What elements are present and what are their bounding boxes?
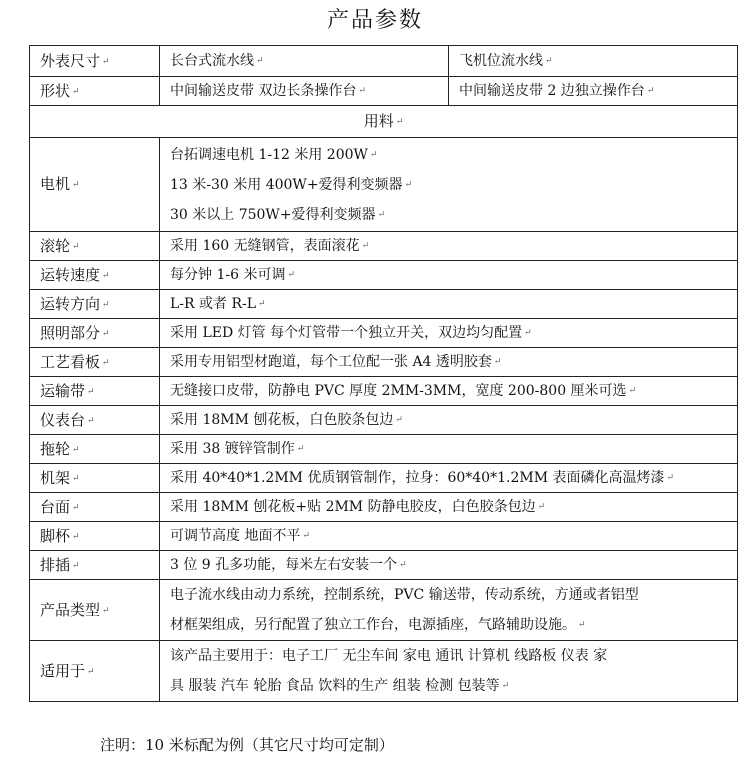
table-row	[30, 551, 738, 580]
shape-col-b: 中间输送皮带 2 边独立操作台 ↵	[449, 77, 738, 106]
row-value-line: 该产品主要用于：电子工厂 无尘车间 家电 通讯 计算机 线路板 仪表 家	[170, 648, 608, 664]
row-value	[160, 522, 738, 551]
table-row	[30, 290, 738, 319]
row-label: 仪表台 ↵	[30, 406, 160, 435]
row-value-line: 采用 18MM 刨花板，白色胶条包边 ↵	[170, 412, 403, 428]
spec-table	[29, 45, 738, 702]
table-row	[30, 493, 738, 522]
shape-col-a: 中间输送皮带 双边长条操作台 ↵	[160, 77, 449, 106]
row-value	[160, 138, 738, 232]
table-row	[30, 377, 738, 406]
row-label: 产品类型 ↵	[30, 580, 160, 641]
row-value-line: 采用专用铝型材跑道，每个工位配一张 A4 透明胶套 ↵	[170, 354, 502, 370]
row-label: 工艺看板 ↵	[30, 348, 160, 377]
table-row	[30, 435, 738, 464]
row-value	[160, 290, 738, 319]
row-value-line: 电子流水线由动力系统，控制系统，PVC 输送带，传动系统，方通或者铝型	[170, 587, 639, 603]
row-value-line: 采用 40*40*1.2MM 优质钢管制作，拉身：60*40*1.2MM 表面磷化高温烤漆 ↵	[170, 470, 675, 486]
table-row	[30, 106, 738, 138]
row-value	[160, 319, 738, 348]
row-value	[160, 348, 738, 377]
row-value	[160, 232, 738, 261]
table-row	[30, 77, 738, 106]
header-col-a: 长台式流水线 ↵	[160, 46, 449, 77]
row-label: 滚轮 ↵	[30, 232, 160, 261]
row-value	[160, 464, 738, 493]
row-value	[160, 493, 738, 522]
row-label: 台面 ↵	[30, 493, 160, 522]
table-row	[30, 319, 738, 348]
table-row	[30, 406, 738, 435]
row-label: 机架 ↵	[30, 464, 160, 493]
page-title: 产品参数	[326, 8, 423, 33]
row-value-line: 具 服装 汽车 轮胎 食品 饮料的生产 组装 检测 包装等 ↵	[170, 678, 510, 694]
row-label: 运输带 ↵	[30, 377, 160, 406]
shape-label: 形状 ↵	[30, 77, 160, 106]
row-label: 适用于 ↵	[30, 641, 160, 702]
row-label: 照明部分 ↵	[30, 319, 160, 348]
row-value-line: 每分钟 1-6 米可调 ↵	[170, 267, 295, 283]
row-value-line: 材框架组成，另行配置了独立工作台，电源插座，气路辅助设施。 ↵	[170, 617, 586, 633]
row-label: 电机 ↵	[30, 138, 160, 232]
section-materials: 用料 ↵	[30, 106, 738, 138]
row-value-line: 采用 160 无缝钢管，表面滚花 ↵	[170, 238, 370, 254]
row-label: 脚杯 ↵	[30, 522, 160, 551]
row-label: 运转方向 ↵	[30, 290, 160, 319]
row-value	[160, 551, 738, 580]
table-row	[30, 46, 738, 77]
header-col-b: 飞机位流水线 ↵	[449, 46, 738, 77]
row-value-line: 采用 LED 灯管 每个灯管带一个独立开关，双边均匀配置 ↵	[170, 325, 532, 341]
row-value-line: L-R 或者 R-L ↵	[170, 296, 266, 312]
row-value	[160, 580, 738, 641]
row-value-line: 台拓调速电机 1-12 米用 200W ↵	[170, 146, 378, 163]
row-value-line: 13 米-30 米用 400W+爱得利变频器 ↵	[170, 176, 413, 193]
row-value-line: 采用 18MM 刨花板+贴 2MM 防静电胶皮，白色胶条包边 ↵	[170, 499, 546, 515]
table-row	[30, 138, 738, 232]
row-value-line: 3 位 9 孔多功能，每米左右安装一个 ↵	[170, 557, 407, 573]
row-value-line: 30 米以上 750W+爱得利变频器 ↵	[170, 206, 386, 223]
table-row	[30, 348, 738, 377]
row-value-line: 无缝接口皮带，防静电 PVC 厚度 2MM-3MM，宽度 200-800 厘米可选 ↵	[170, 383, 637, 399]
table-row	[30, 232, 738, 261]
row-label: 运转速度 ↵	[30, 261, 160, 290]
table-row	[30, 641, 738, 702]
row-value-line: 采用 38 镀锌管制作 ↵	[170, 441, 305, 457]
table-row	[30, 464, 738, 493]
footer-note: 注明：10 米标配为例（其它尺寸均可定制）	[100, 736, 394, 754]
row-value	[160, 261, 738, 290]
row-value-line: 可调节高度 地面不平 ↵	[170, 528, 310, 544]
row-label: 拖轮 ↵	[30, 435, 160, 464]
table-row	[30, 580, 738, 641]
table-row	[30, 261, 738, 290]
row-value	[160, 641, 738, 702]
row-label: 排插 ↵	[30, 551, 160, 580]
row-value	[160, 377, 738, 406]
table-row	[30, 522, 738, 551]
header-label: 外表尺寸 ↵	[30, 46, 160, 77]
row-value	[160, 435, 738, 464]
row-value	[160, 406, 738, 435]
